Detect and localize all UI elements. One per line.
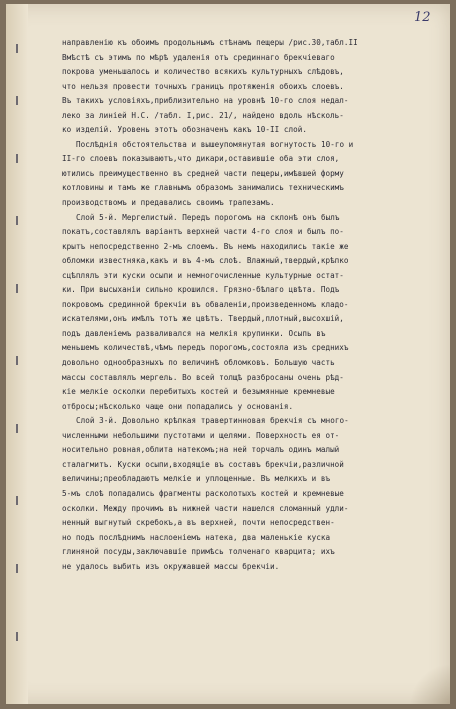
text-line: ки. При высыханіи сильно крошился. Грязно-бѣлаго цвѣта. Подъ <box>62 285 340 295</box>
text-line: сцѣплялъ эти куски осыпи и немногочисленные культурные остат- <box>62 270 344 280</box>
text-line: покрова уменьшалось и количество всякихъ культурныхъ слѣдовъ, <box>62 67 344 77</box>
document-page <box>6 4 450 704</box>
text-line: меньшемъ количествѣ,чѣмъ передъ порогомъ,состояла изъ среднихъ <box>62 343 349 353</box>
binding-stitch <box>16 216 18 225</box>
text-line: 5-мъ слоѣ попадались фрагменты расколотыхъ костей и кремневые <box>62 488 344 498</box>
text-line: котловины и тамъ же главнымъ образомъ занимались техническимъ <box>62 183 344 193</box>
text-line: отбросы;нѣсколько чаще они попадались у основанія. <box>62 401 294 411</box>
binding-stitch <box>16 564 18 573</box>
binding-stitch <box>16 356 18 365</box>
text-line: Въ такихъ условіяхъ,приблизительно на уровнѣ 10-го слоя недал- <box>62 96 349 106</box>
text-line: ненный выгнутый скребокъ,а въ верхней, почти непосредствен- <box>62 518 335 528</box>
text-line: направленію къ обоимъ продольнымъ стѣнамъ пещеры /рис.30,табл.II <box>62 38 358 47</box>
text-line: Вмѣстѣ съ этимъ по мѣрѣ удаленія отъ срединнаго брекчіеваго <box>62 52 335 62</box>
text-line: довольно однообразныхъ по величинѣ обломковъ. Большую часть <box>62 358 335 368</box>
text-line: крытъ непосредственно 2-мъ слоемъ. Въ немъ находились такіе же <box>62 241 349 251</box>
text-line: глиняной посуды,заключавшіе примѣсь толченаго кварцита; ихъ <box>62 547 335 557</box>
text-line: подъ давленіемъ разваливался на мелкія крупинки. Осыпь въ <box>62 328 326 338</box>
text-line: численными небольшими пустотами и щелями. Поверхность ея от- <box>62 430 340 440</box>
text-line: но подъ послѣднимъ наслоеніемъ натека, два маленькіе куска <box>62 532 331 542</box>
binding-stitch <box>16 154 18 163</box>
text-line: искателями,онъ имѣлъ тотъ же цвѣтъ. Твердый,плотный,высохшій, <box>62 314 344 324</box>
text-line: что нельзя провести точныхъ границъ протяженія обоихъ слоевъ. <box>62 81 344 91</box>
binding-stitch <box>16 424 18 433</box>
text-line: производствомъ и предавались своимъ трапезамъ. <box>62 198 275 208</box>
text-line: не удалось выбить изъ окружавшей массы брекчіи. <box>62 561 280 571</box>
text-line: ютились преимущественно въ средней части пещеры,имѣвшей форму <box>62 168 344 178</box>
text-line: Слой 5-й. Мергелистый. Передъ порогомъ на склонѣ онъ былъ <box>76 212 340 222</box>
text-line: Послѣднія обстоятельства и вышеупомянутая вогнутость 10-го и <box>76 139 354 149</box>
binding-stitch <box>16 496 18 505</box>
text-line: величины;преобладаютъ мелкіе и уплощенные. Въ мелкихъ и въ <box>62 474 331 484</box>
text-line: Слой 3-й. Довольно крѣпкая травертинновая брекчія съ много- <box>76 416 349 426</box>
text-line: осколки. Между прочимъ въ нижней части нашелся сломанный удли- <box>62 503 349 513</box>
binding-stitch <box>16 96 18 105</box>
text-line: массы составлялъ мергель. Во всей толщѣ разбросаны очень рѣд- <box>62 372 344 382</box>
text-line: покатъ,составлялъ варіантъ верхней части 4-го слоя и былъ по- <box>62 227 344 237</box>
page-binding <box>6 4 28 704</box>
text-line: покровомъ срединной брекчіи въ обваленіи,произведенномъ кладо- <box>62 299 349 309</box>
text-line: леко за линіей Н.С. /табл. I,рис. 21/, найдено вдоль нѣсколь- <box>62 110 344 120</box>
text-line: ко изделій. Уровень этотъ обозначенъ какъ 10-II слой. <box>62 125 307 135</box>
binding-stitch <box>16 632 18 641</box>
text-line: обломки известняка,какъ и въ 4-мъ слоѣ. Влажный,твердый,крѣпко <box>62 256 349 266</box>
text-line: кіе мелкіе осколки перебитыхъ костей и безымянные кремневые <box>62 387 335 397</box>
binding-stitch <box>16 44 18 53</box>
text-line: носительно ровная,облита натекомъ;на ней торчалъ одинъ малый <box>62 445 340 455</box>
text-line: сталагмитъ. Куски осыпи,входящіе въ составъ брекчіи,различной <box>62 459 344 469</box>
binding-stitch <box>16 284 18 293</box>
typewritten-text-block <box>62 36 438 574</box>
text-line: II-го слоевъ показываютъ,что дикари,оставившіе оба эти слоя, <box>62 154 340 164</box>
page-corner-shadow <box>410 664 450 704</box>
page-number: 12 <box>414 10 431 25</box>
